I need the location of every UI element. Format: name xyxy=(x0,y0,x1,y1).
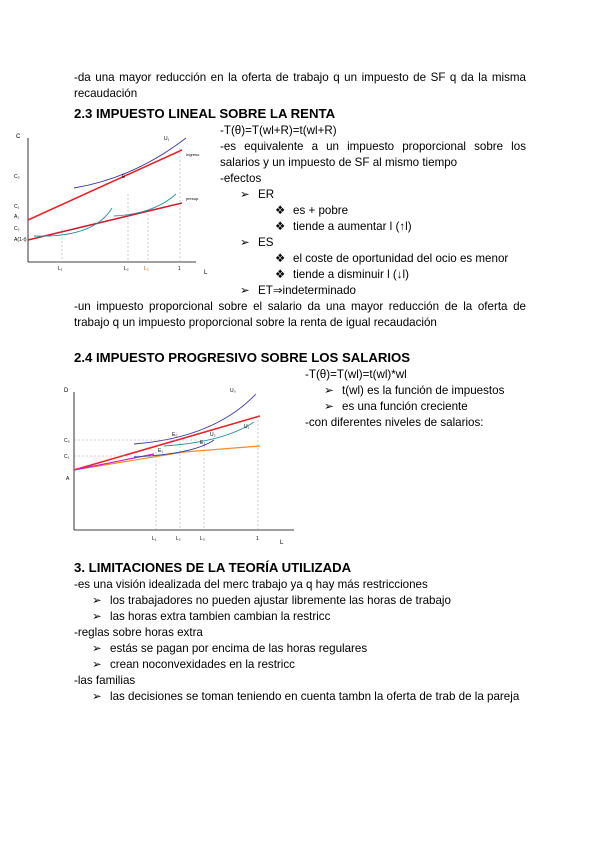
arrow-bullet-icon: ➢ xyxy=(92,642,102,655)
s24-niveles: -con diferentes niveles de salarios: xyxy=(305,416,484,429)
label-e1: E₁ xyxy=(158,448,164,454)
diamond-bullet-icon: ❖ xyxy=(275,204,286,217)
label-curve-note-2: presup. xyxy=(186,196,200,201)
indifference-curve-upper xyxy=(134,394,256,444)
arrow-bullet-icon: ➢ xyxy=(92,690,102,703)
section-3-title: 3. LIMITACIONES DE LA TEORÍA UTILIZADA xyxy=(74,560,352,575)
diamond-bullet-icon: ❖ xyxy=(275,220,286,233)
section-2-4-title: 2.4 IMPUESTO PROGRESIVO SOBRE LOS SALARIOS xyxy=(74,350,411,365)
s3-p3b1: las decisiones se toman teniendo en cuenta tambn la oferta de trab de la pareja xyxy=(110,690,520,703)
budget-line-red xyxy=(74,416,260,470)
s23-et: ET⇒indeterminado xyxy=(258,284,357,297)
arrow-bullet-icon: ➢ xyxy=(240,188,250,201)
arrow-bullet-icon: ➢ xyxy=(324,400,334,413)
label-c0: C₀ xyxy=(64,438,70,444)
s23-es2: tiende a disminuir l (↓l) xyxy=(293,268,409,281)
label-u2: U₂ xyxy=(210,432,216,438)
diamond-bullet-icon: ❖ xyxy=(275,252,286,265)
label-e2: E₂ xyxy=(200,440,206,446)
label-a: A(1-t) xyxy=(14,237,27,243)
intro-paragraph: -da una mayor reducción en la oferta de trabajo q un impuesto de SF q da la misma recaudación xyxy=(74,71,526,101)
s23-efectos: -efectos xyxy=(220,172,262,185)
s23-formula: -T(θ)=T(wl+R)=t(wl+R) xyxy=(220,124,337,137)
tick-l0: L₁ xyxy=(58,266,63,272)
figure-progressive-wage-tax xyxy=(64,382,300,548)
s3-p3: -las familias xyxy=(74,674,136,687)
section-2-3-title: 2.3 IMPUESTO LINEAL SOBRE LA RENTA xyxy=(74,106,336,121)
s3-p1b2: las horas extra tambien cambian la restricc xyxy=(110,610,331,623)
x-axis-label: L xyxy=(280,540,284,546)
indifference-curve-upper xyxy=(74,138,186,188)
x-axis-label: L xyxy=(204,270,208,276)
budget-line-orange xyxy=(74,446,260,470)
arrow-bullet-icon: ➢ xyxy=(92,610,102,623)
s3-p2b1: estás se pagan por encima de las horas regulares xyxy=(110,642,368,655)
label-u: U₁ xyxy=(164,136,170,142)
tick-l2: L₃ xyxy=(144,266,149,272)
s24-b2: es una función creciente xyxy=(342,400,468,413)
indifference-curve-mid xyxy=(164,422,254,446)
tick-l1: L₂ xyxy=(124,266,129,272)
s23-es1: el coste de oportunidad del ocio es menor xyxy=(293,252,509,265)
s24-formula: -T(θ)=T(wl)=t(wl)*wl xyxy=(305,368,407,381)
label-c2: C₂ xyxy=(14,226,20,232)
arrow-bullet-icon: ➢ xyxy=(92,658,102,671)
tick-l2: L₃ xyxy=(200,536,205,542)
s3-p2: -reglas sobre horas extra xyxy=(74,626,203,639)
arrow-bullet-icon: ➢ xyxy=(92,594,102,607)
s3-p1: -es una visión idealizada del merc trabajo ya q hay más restricciones xyxy=(74,578,428,591)
label-a1: A₁ xyxy=(14,214,20,220)
s23-er1: es + pobre xyxy=(293,204,349,217)
s23-es: ES xyxy=(258,236,274,249)
figure-linear-income-tax xyxy=(14,128,224,278)
s3-p1b1: los trabajadores no pueden ajustar libremente las horas de trabajo xyxy=(110,594,451,607)
tick-l3: 1 xyxy=(256,536,259,542)
tick-l3: 1 xyxy=(178,266,181,272)
s23-equivalence: -es equivalente a un impuesto proporcional sobre los salarios y un impuesto de SF al mismo tiempo xyxy=(220,140,526,170)
label-c1: C₁ xyxy=(14,204,20,210)
s23-er: ER xyxy=(258,188,275,201)
label-e: E xyxy=(122,174,126,180)
label-a: A xyxy=(66,476,70,482)
tick-l1: L₂ xyxy=(176,536,181,542)
s23-er2: tiende a aumentar l (↑l) xyxy=(293,220,412,233)
budget-line-lower xyxy=(28,203,182,240)
y-axis-label: D xyxy=(64,388,69,394)
s23-conclusion: -un impuesto proporcional sobre el salario da una mayor reducción de la oferta de trabajo q un impuesto proporcional sobre la renta de igual recaudación xyxy=(74,300,526,330)
tick-l0: L₁ xyxy=(152,536,157,542)
budget-line-upper xyxy=(28,150,182,220)
label-u0: U₀ xyxy=(230,388,236,394)
arrow-bullet-icon: ➢ xyxy=(240,236,250,249)
arrow-bullet-icon: ➢ xyxy=(324,384,334,397)
label-curve-note: Ingreso xyxy=(186,152,200,157)
s3-p2b2: crean noconvexidades en la restricc xyxy=(110,658,295,671)
s24-b1: t(wl) es la función de impuestos xyxy=(342,384,505,397)
y-axis-label: C xyxy=(16,134,21,140)
diamond-bullet-icon: ❖ xyxy=(275,268,286,281)
label-u1: U₁ xyxy=(244,424,250,430)
label-c1: C₁ xyxy=(64,454,70,460)
label-c0: C₀ xyxy=(14,174,20,180)
arrow-bullet-icon: ➢ xyxy=(240,284,250,297)
label-e0: E₀ xyxy=(172,432,178,438)
